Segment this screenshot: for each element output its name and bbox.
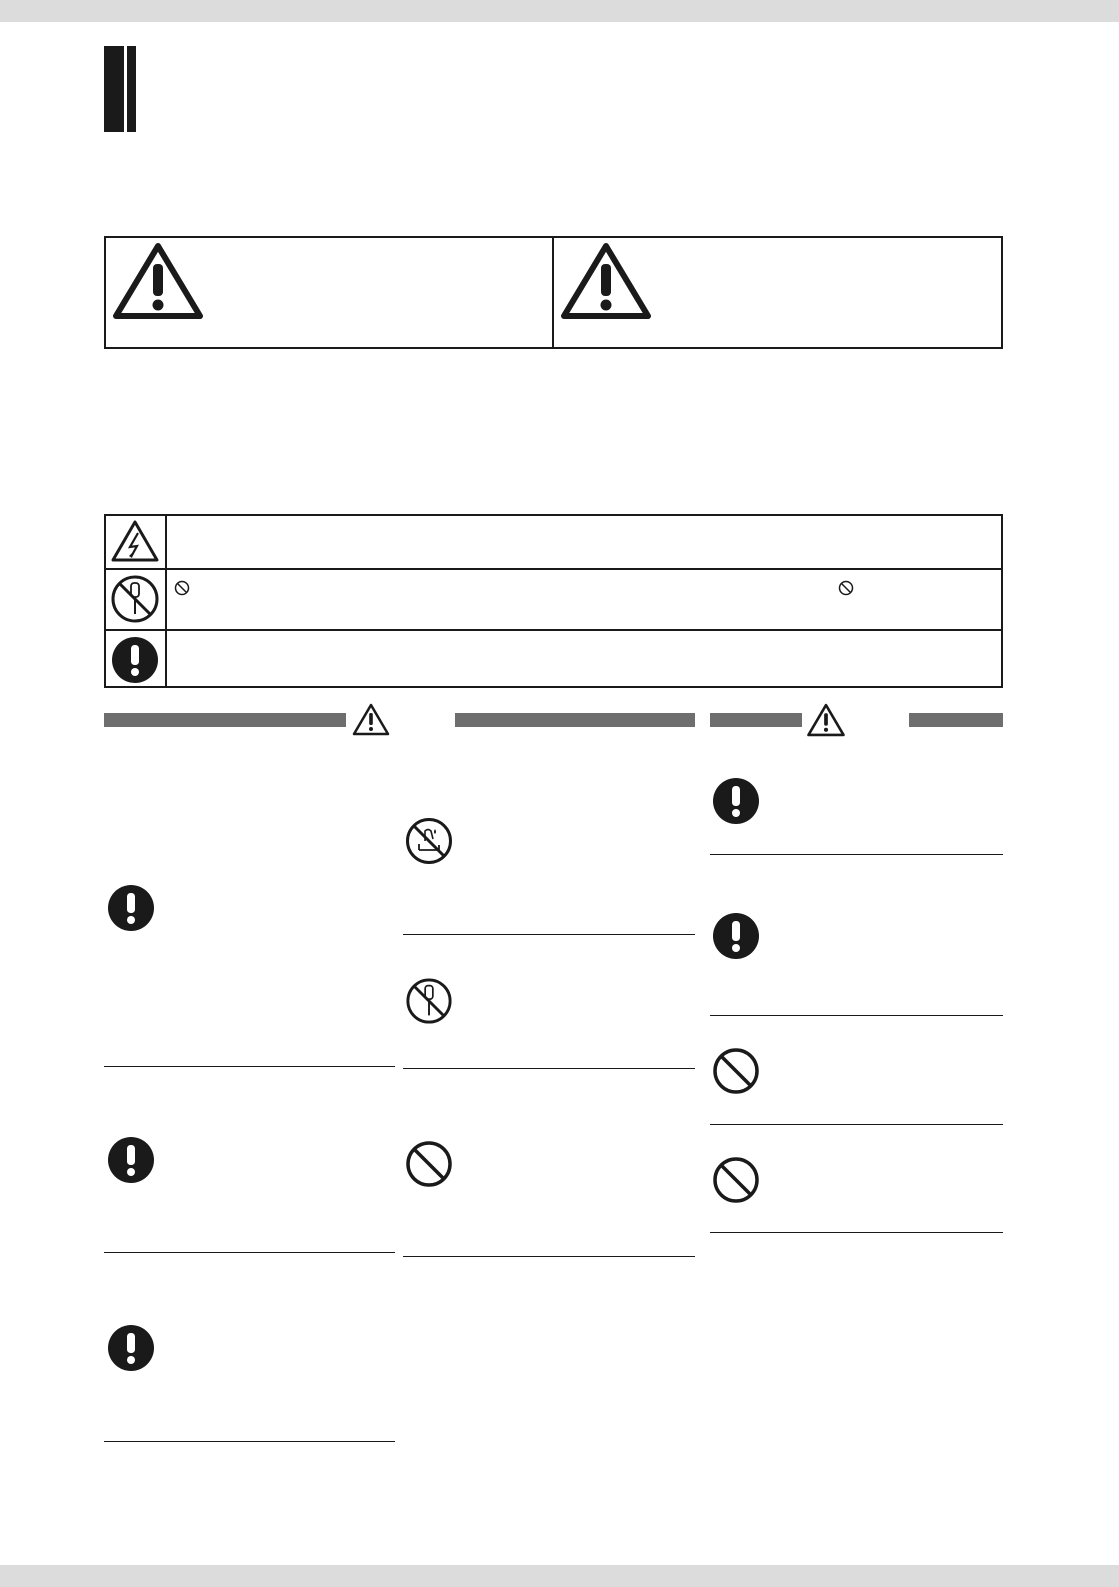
top-band: [0, 0, 1119, 22]
bottom-band: [0, 1565, 1119, 1587]
prohibited-icon: [712, 1156, 760, 1204]
legend-row-line-1: [104, 568, 1003, 570]
column-2-divider-1: [403, 934, 695, 935]
column-3-divider-3: [710, 1124, 1003, 1125]
signal-word-divider: [552, 236, 554, 349]
warning-triangle-icon: [806, 703, 846, 737]
warning-triangle-icon: [352, 703, 390, 736]
symbol-legend-table: [104, 514, 1003, 688]
legend-divider: [165, 514, 167, 688]
mandatory-icon: [712, 912, 760, 960]
warning-triangle-icon: [560, 242, 652, 320]
column-3-header-bar-right: [909, 713, 1003, 727]
column-2-divider-3: [403, 1256, 695, 1257]
mandatory-icon: [712, 777, 760, 825]
column-3-divider-4: [710, 1232, 1003, 1233]
prohibited-icon: [405, 1140, 453, 1188]
column-1-divider-3: [104, 1441, 395, 1442]
mandatory-icon: [111, 636, 159, 684]
column-1-divider-1: [104, 1066, 395, 1067]
no-wet-hands-icon: [405, 817, 453, 865]
prohibited-small-icon: [174, 580, 190, 596]
column-3-header-bar-left: [710, 713, 802, 727]
column-1-header-bar: [104, 713, 346, 727]
mandatory-icon: [107, 884, 155, 932]
column-3-divider-2: [710, 1015, 1003, 1016]
column-3-divider-1: [710, 854, 1003, 855]
prohibited-icon: [712, 1047, 760, 1095]
mandatory-icon: [107, 1136, 155, 1184]
no-disassembly-icon: [110, 574, 160, 624]
warning-triangle-icon: [112, 242, 204, 320]
no-disassembly-icon: [405, 977, 453, 1025]
column-2-divider-2: [403, 1068, 695, 1069]
column-2-header-bar: [455, 713, 695, 727]
column-1-divider-2: [104, 1252, 395, 1253]
electric-shock-icon: [110, 519, 160, 563]
prohibited-small-icon: [838, 580, 854, 596]
chapter-marker-icon: [104, 46, 136, 132]
mandatory-icon: [107, 1324, 155, 1372]
legend-row-line-2: [104, 629, 1003, 631]
